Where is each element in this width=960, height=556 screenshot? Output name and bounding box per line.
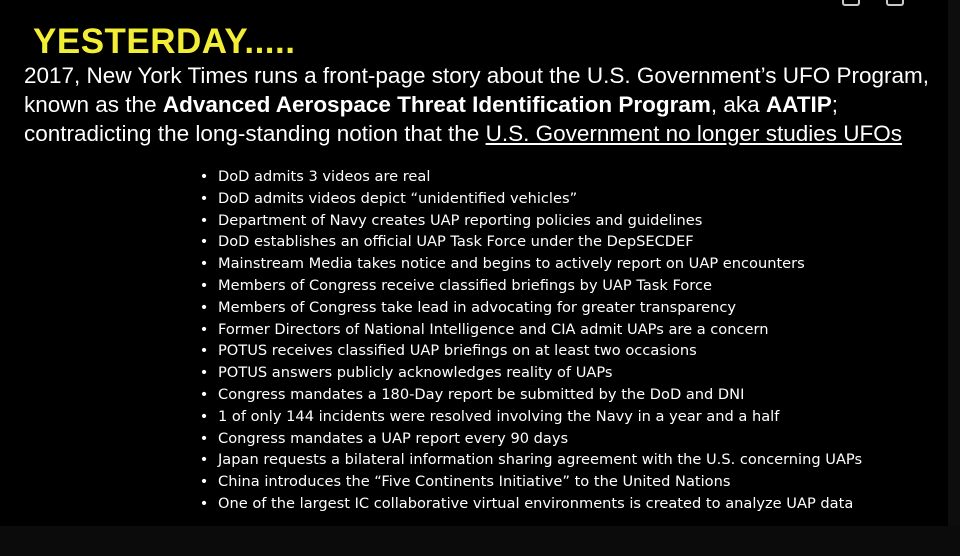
bullet-item [198,297,918,319]
bullet-list [198,166,918,515]
bullet-text: POTUS receives classified UAP briefings on at least two occasions [218,342,697,360]
bullet-dot-icon: • [199,385,209,403]
bullet-text: Former Directors of National Intelligence and CIA admit UAPs are a concern [218,320,769,338]
bullet-dot-icon: • [199,189,209,207]
slide-title: YESTERDAY..... [33,22,296,61]
bullet-dot-icon: • [199,429,209,447]
bullet-text: China introduces the “Five Continents Initiative” to the United Nations [218,473,731,491]
bullet-text: Members of Congress take lead in advocating for greater transparency [218,298,737,316]
intro-text-2: , aka [710,92,766,117]
bullet-text: Congress mandates a UAP report every 90 days [218,429,569,447]
bullet-item [198,471,918,493]
bullet-text: Congress mandates a 180-Day report be submitted by the DoD and DNI [218,385,745,403]
window-controls [842,0,904,6]
bullet-item [198,362,918,384]
bullet-dot-icon: • [199,364,209,382]
bullet-item [198,231,918,253]
bullet-text: DoD admits videos depict “unidentified vehicles” [218,189,578,207]
program-name: Advanced Aerospace Threat Identification Program [162,92,711,117]
bullet-dot-icon: • [199,407,209,425]
underlined-notion: U.S. Government no longer studies UFOs [485,121,903,146]
bullet-dot-icon: • [199,168,209,185]
bullet-dot-icon: • [199,276,209,294]
bullet-item [198,188,918,210]
bullet-item [198,428,918,450]
bullet-dot-icon: • [199,211,209,229]
bullet-item [198,406,918,428]
bullet-text: DoD establishes an official UAP Task Force under the DepSECDEF [218,233,694,251]
bullet-dot-icon: • [199,451,209,469]
window-control-icon [886,0,904,6]
bullet-item [198,449,918,471]
bullet-item [198,210,918,232]
bullet-text: Mainstream Media takes notice and begins to actively report on UAP encounters [218,255,805,273]
intro-text-1: 2017, New York Times runs a front-page story about the U.S. Government’s UFO Program, known as the [24,63,929,117]
bullet-dot-icon: • [199,255,209,273]
bullet-dot-icon: • [199,233,209,251]
bullet-text: One of the largest IC collaborative virtual environments is created to analyze UAP data [218,494,854,512]
intro-paragraph [24,61,929,148]
bullet-item [198,166,918,188]
intro-text-3: ; contradicting the long-standing notion that the [24,92,839,146]
bullet-dot-icon: • [199,342,209,360]
window-control-icon [842,0,860,6]
bullet-text: Japan requests a bilateral information sharing agreement with the U.S. concerning UAPs [218,451,863,469]
bottom-band [0,526,960,556]
bullet-text: 1 of only 144 incidents were resolved involving the Navy in a year and a half [218,407,780,425]
program-acronym: AATIP [765,92,832,117]
bullet-item [198,493,918,515]
bullet-item [198,275,918,297]
bullet-text: POTUS answers publicly acknowledges reality of UAPs [218,364,613,382]
bullet-item [198,253,918,275]
bullet-text: Department of Navy creates UAP reporting policies and guidelines [218,211,703,229]
bullet-dot-icon: • [199,320,209,338]
bullet-item [198,340,918,362]
right-edge [948,0,960,556]
bullet-text: Members of Congress receive classified briefings by UAP Task Force [218,276,712,294]
bullet-dot-icon: • [199,298,209,316]
bullet-text: DoD admits 3 videos are real [218,168,431,185]
bullet-dot-icon: • [199,473,209,491]
bullet-dot-icon: • [199,494,209,512]
bullet-item [198,319,918,341]
bullet-item [198,384,918,406]
